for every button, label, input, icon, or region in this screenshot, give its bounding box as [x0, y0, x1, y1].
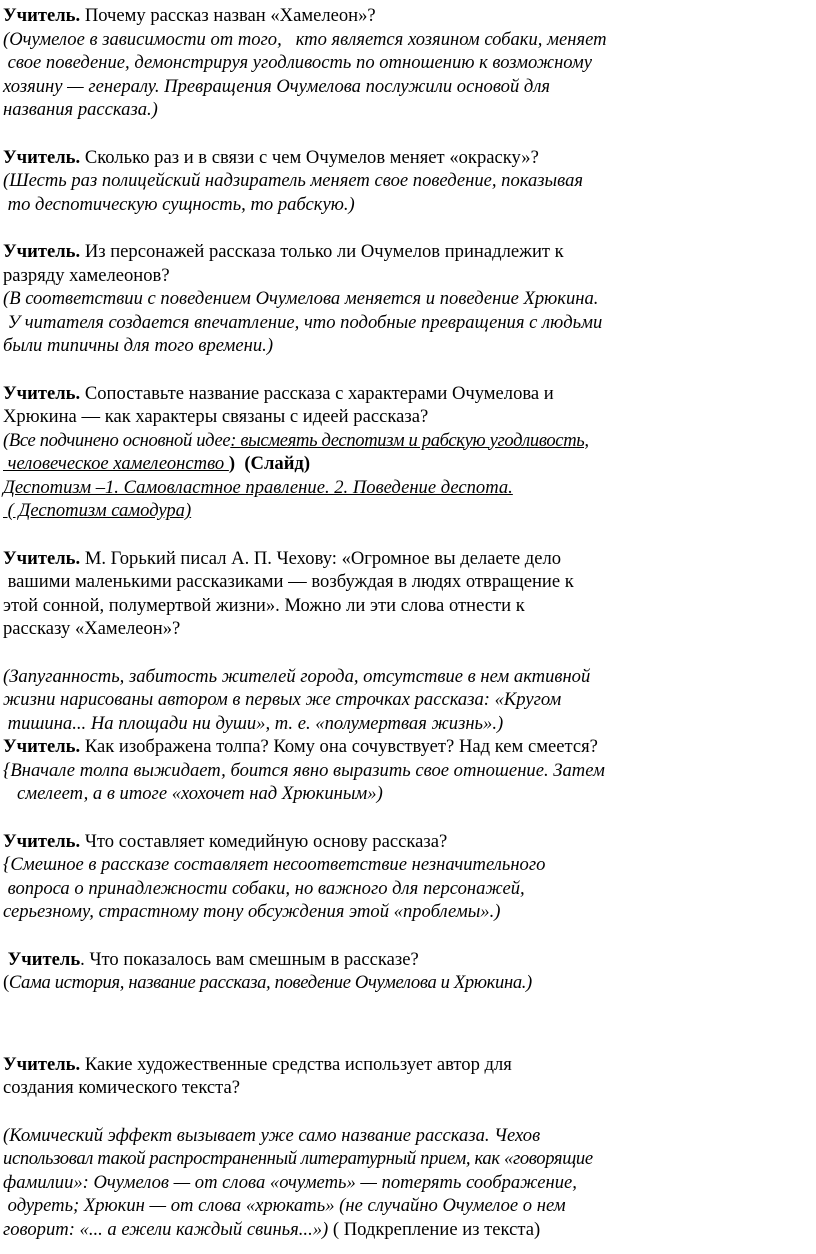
answer-line: использовал такой распространенный литературный прием, как «говорящие: [3, 1148, 593, 1169]
qa-block-4: [3, 382, 813, 523]
teacher-question: Учитель. Что составляет комедийную основу рассказа?: [3, 830, 448, 852]
answer-line: {Вначале толпа выжидает, боится явно выразить свое отношение. Затем: [3, 759, 605, 781]
answer-line: (Шесть раз полицейский надзиратель меняет свое поведение, показывая: [3, 170, 584, 191]
teacher-label: Учитель.: [3, 241, 81, 262]
answer-line: (Очумелое в зависимости от того, кто является хозяином собаки, меняет: [3, 28, 607, 50]
answer-line: {Смешное в рассказе составляет несоответствие незначительного: [3, 854, 546, 875]
teacher-label: Учитель: [7, 948, 81, 970]
teacher-label: Учитель.: [3, 5, 81, 26]
answer-line: были типичны для того времени.): [3, 335, 274, 356]
answer-line: то деспотическую сущность, то рабскую.): [3, 193, 355, 215]
answer-line: (Запуганность, забитость жителей города, отсутствие в нем активной: [3, 665, 591, 687]
question-line: Хрюкина — как характеры связаны с идеей рассказа?: [3, 406, 429, 427]
qa-block-8: [3, 948, 813, 995]
qa-block-6: [3, 735, 813, 806]
qa-block-7: [3, 830, 813, 924]
answer-line: говорит: «... а ежели каждый свинья...») ( Подкрепление из текста): [3, 1218, 541, 1240]
answer-line: жизни нарисованы автором в первых же строчках рассказа: «Кругом: [3, 689, 562, 710]
teacher-question: Учитель. Как изображена толпа? Кому она сочувствует? Над кем смеется?: [3, 736, 598, 757]
answer-line: серьезному, страстному тону обсуждения этой «проблемы».): [3, 901, 501, 922]
answer-line: фамилии»: Очумелов — от слова «очуметь» — потерять соображение,: [3, 1171, 577, 1193]
question-line: создания комического текста?: [3, 1077, 240, 1098]
answer-block-9: [3, 1124, 813, 1242]
answer-line: одуреть; Хрюкин — от слова «хрюкать» (не случайно Очумелое о нем: [3, 1195, 566, 1216]
qa-block-5: [3, 547, 813, 641]
answer-line: У читателя создается впечатление, что подобные превращения с людьми: [3, 311, 603, 333]
question-line: рассказу «Хамелеон»?: [3, 618, 181, 639]
teacher-label: Учитель.: [3, 382, 81, 404]
answer-line: (Комический эффект вызывает уже само название рассказа. Чехов: [3, 1124, 541, 1146]
answer-line: (В соответствии с поведением Очумелова меняется и поведение Хрюкина.: [3, 288, 599, 309]
teacher-question: Учитель. Почему рассказ назван «Хамелеон»?: [3, 5, 376, 26]
teacher-label: Учитель.: [3, 830, 81, 852]
qa-block-3: [3, 240, 813, 358]
answer-line: (Сама история, название рассказа, поведение Очумелова и Хрюкина.): [3, 972, 532, 993]
teacher-label: Учитель.: [3, 1053, 81, 1075]
teacher-question: Учитель. Что показалось вам смешным в рассказе?: [7, 948, 419, 970]
answer-line: смелеет, а в итоге «хохочет над Хрюкиным»): [3, 783, 383, 804]
answer-line: хозяину — генералу. Превращения Очумелова послужили основой для: [3, 75, 551, 97]
teacher-label: Учитель.: [3, 146, 81, 168]
teacher-question: Учитель. М. Горький писал А. П. Чехову: «Огромное вы делаете дело: [3, 547, 562, 569]
answer-line: тишина... На площади ни души», т. е. «полумертвая жизнь».): [3, 712, 504, 734]
qa-block-1: [3, 4, 813, 122]
definition-line: Деспотизм –1. Самовластное правление. 2. Поведение деспота.: [3, 476, 513, 498]
answer-line: (Все подчинено основной идее: высмеять деспотизм и рабскую угодливость,: [3, 429, 589, 451]
question-line: вашими маленькими рассказиками — возбуждая в людях отвращение к: [3, 571, 574, 592]
answer-line: свое поведение, демонстрируя угодливость по отношению к возможному: [3, 52, 593, 73]
teacher-label: Учитель.: [3, 736, 81, 757]
qa-block-2: [3, 146, 813, 217]
teacher-question: Учитель. Какие художественные средства использует автор для: [3, 1053, 512, 1075]
answer-line: названия рассказа.): [3, 99, 158, 120]
answer-block-5: [3, 665, 813, 736]
question-line: разряду хамелеонов?: [3, 264, 170, 286]
answer-line: человеческое хамелеонство ) (Слайд): [3, 453, 311, 474]
teacher-question: Учитель. Сопоставьте название рассказа с характерами Очумелова и: [3, 382, 554, 404]
qa-block-9: [3, 1053, 813, 1100]
answer-line: вопроса о принадлежности собаки, но важного для персонажей,: [3, 877, 525, 899]
question-line: этой сонной, полумертвой жизни». Можно ли эти слова отнести к: [3, 594, 525, 616]
slide-label: (Слайд): [235, 453, 311, 474]
teacher-question: Учитель. Из персонажей рассказа только ли Очумелов принадлежит к: [3, 241, 564, 262]
definition-line: ( Деспотизм самодура): [3, 500, 192, 521]
teacher-label: Учитель.: [3, 547, 81, 569]
teacher-question: Учитель. Сколько раз и в связи с чем Очумелов меняет «окраску»?: [3, 146, 539, 168]
